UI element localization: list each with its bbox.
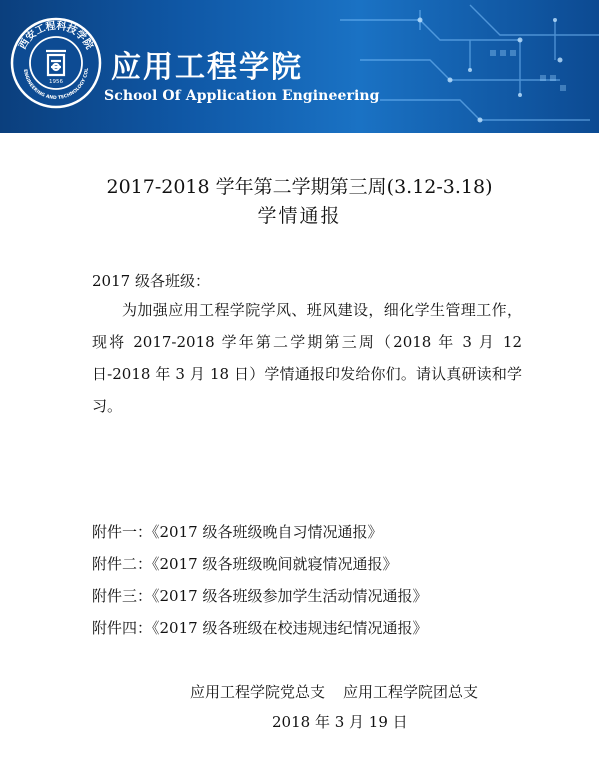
svg-text:1956: 1956 bbox=[49, 79, 63, 85]
signature-block bbox=[190, 681, 478, 702]
notice-subtitle: 学情通报 bbox=[257, 205, 342, 227]
svg-text:XIAN ENGINEERING AND TECHNOLOG: ENGINEERING AND TECHNOLOGY COL bbox=[22, 67, 91, 102]
attachment-item-4: 附件四：《2017 级各班级在校违规违纪情况通报》 bbox=[92, 619, 428, 637]
svg-text:西安工程科技学院: 西安工程科技学院 bbox=[17, 20, 95, 52]
attachment-item-2: 附件二：《2017 级各班级晚间就寝情况通报》 bbox=[92, 555, 398, 573]
signer-league-branch: 应用工程学院团总支 bbox=[343, 683, 479, 701]
signer-party-branch: 应用工程学院党总支 bbox=[190, 683, 326, 701]
school-name-chinese: 应用工程学院 bbox=[111, 50, 303, 85]
attachment-item-1: 附件一：《2017 级各班级晚自习情况通报》 bbox=[92, 523, 383, 541]
attachment-item-3: 附件三：《2017 级各班级参加学生活动情况通报》 bbox=[92, 587, 428, 605]
header-banner bbox=[0, 0, 599, 133]
school-name-english: School Of Application Engineering bbox=[104, 88, 380, 104]
salutation: 2017 级各班级： bbox=[92, 272, 210, 290]
notice-title: 2017-2018 学年第二学期第三周(3.12-3.18) bbox=[106, 176, 493, 198]
school-seal-logo bbox=[10, 17, 102, 109]
issue-date: 2018 年 3 月 19 日 bbox=[272, 713, 408, 731]
notice-body: 为加强应用工程学院学风、班风建设，细化学生管理工作，现将 2017-2018 学年第二学期第三周（2018 年 3 月 12 日-2018 年 3 月 18 日）学情通报印发给你们。请认真研读和学习。 bbox=[92, 301, 522, 415]
